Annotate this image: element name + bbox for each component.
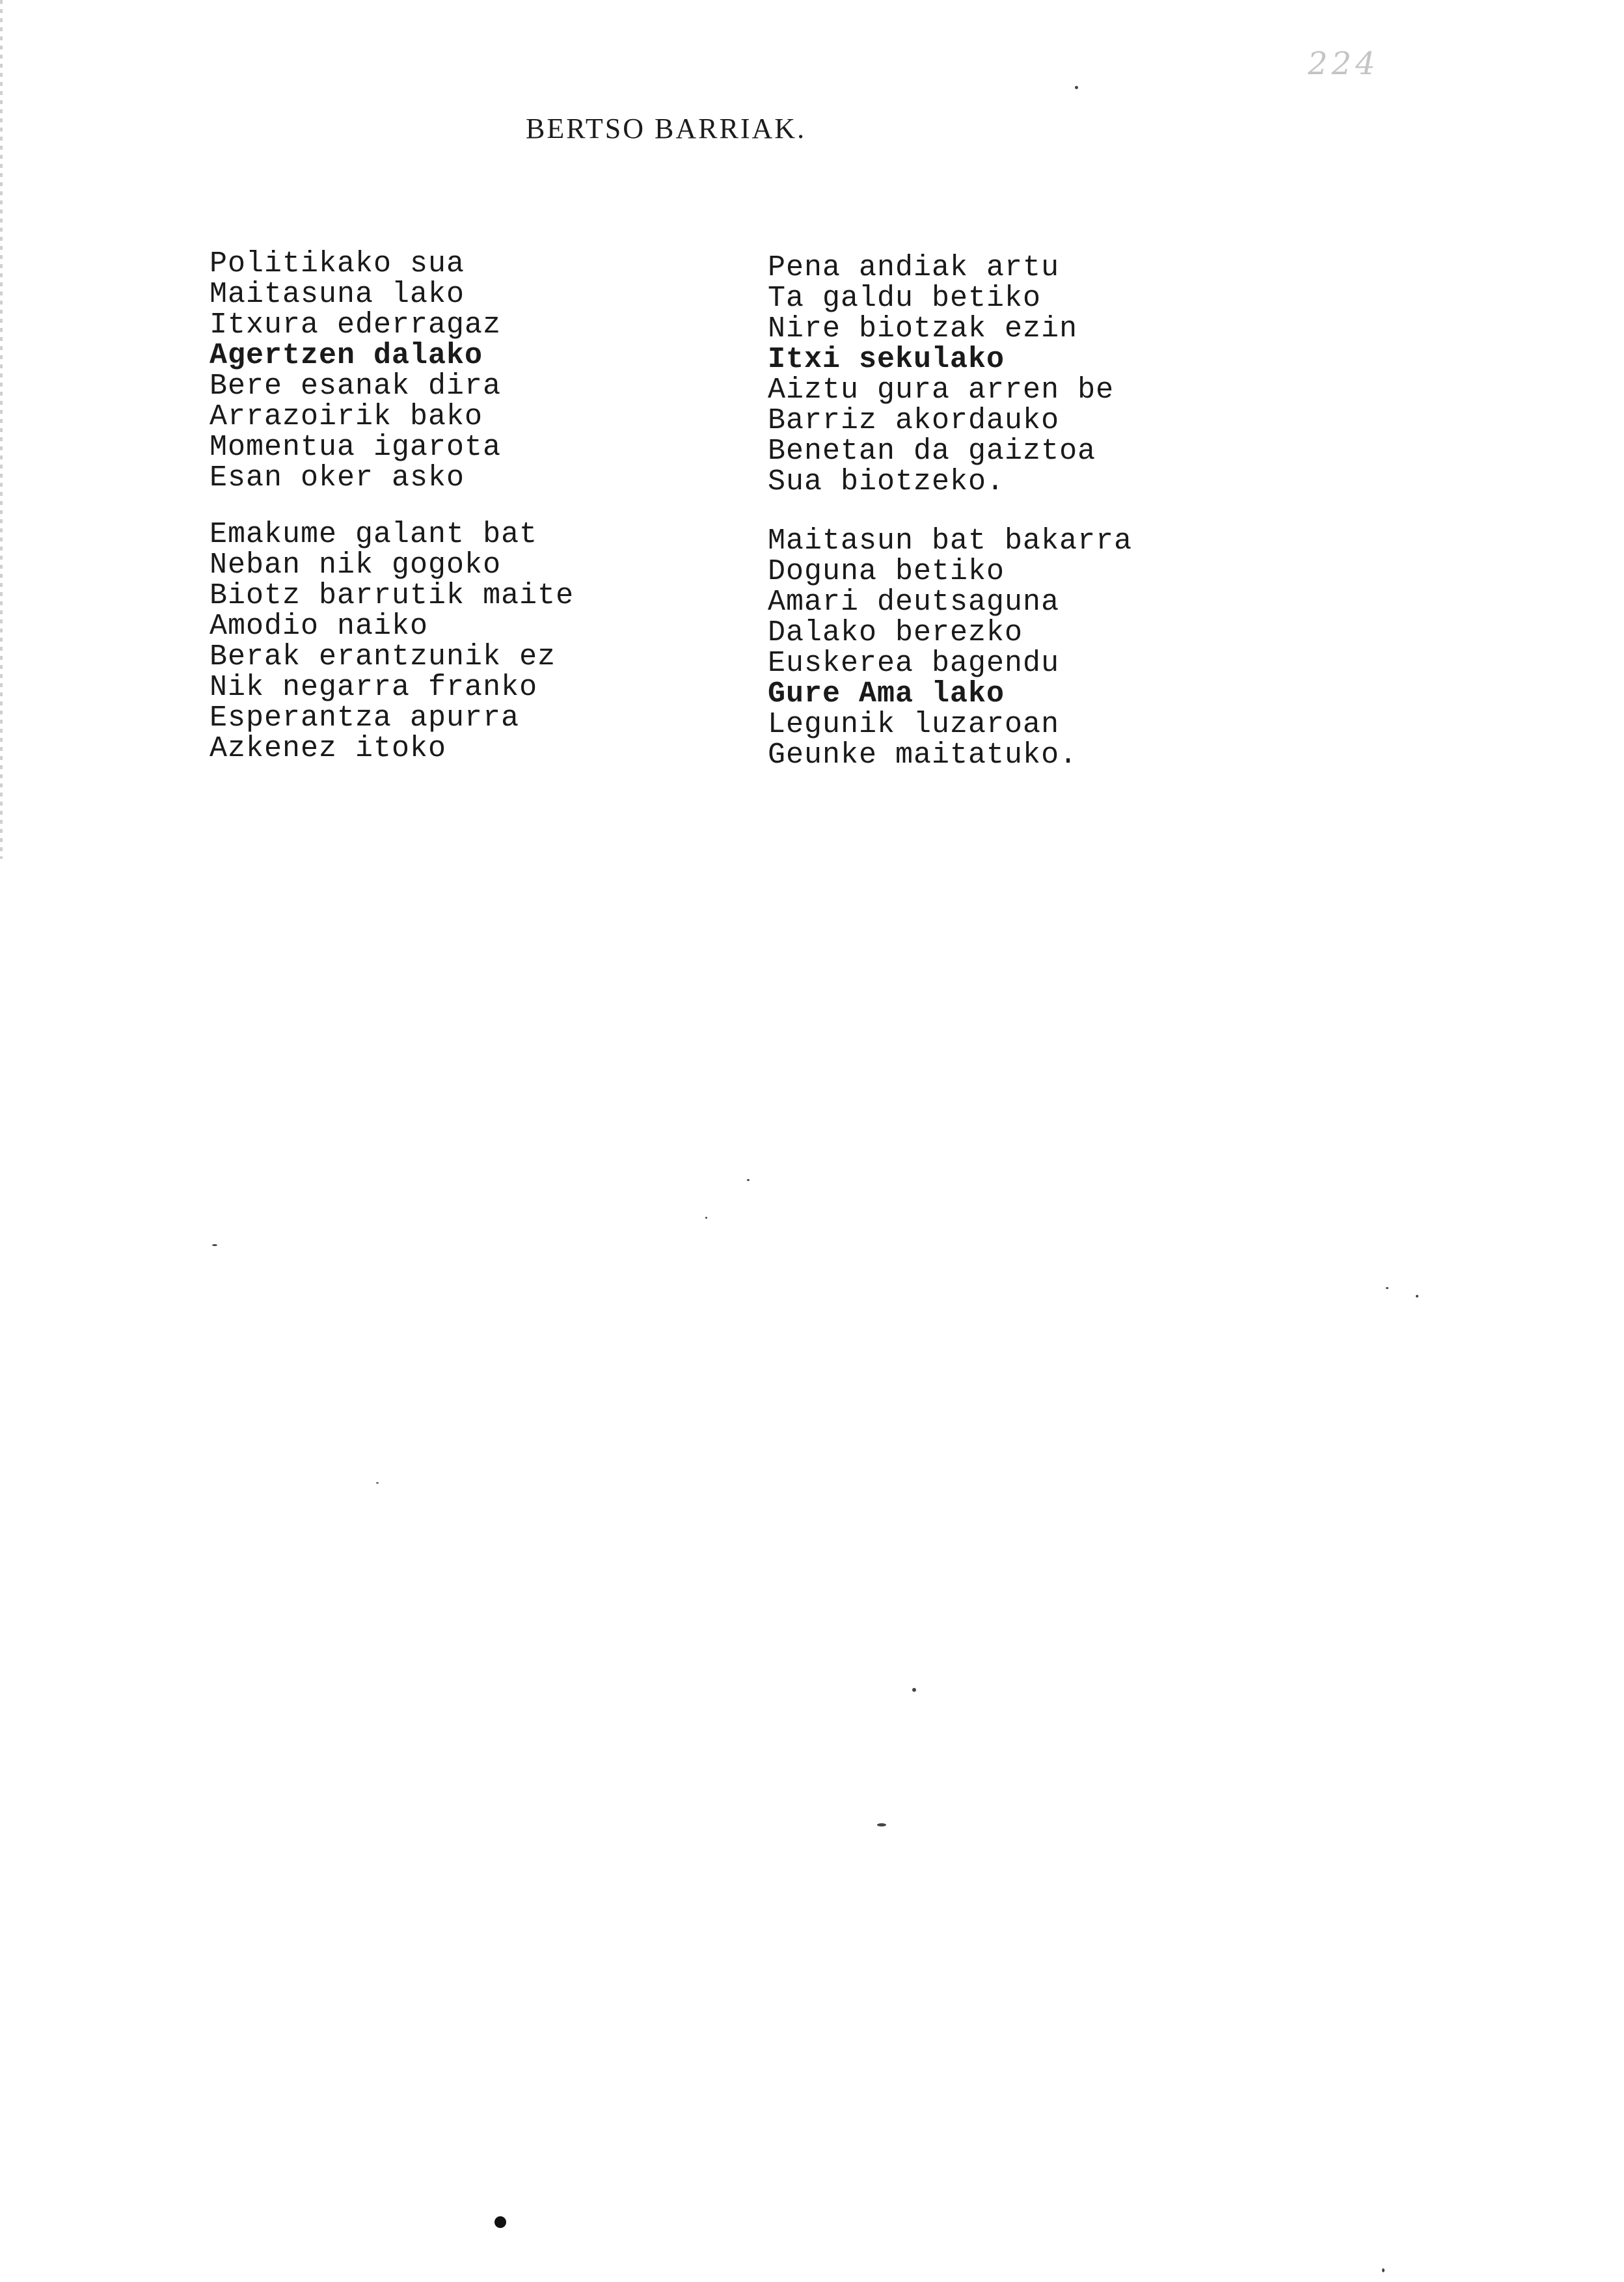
verse-line: Maitasuna lako [210, 278, 465, 311]
scan-speck [376, 1482, 379, 1484]
verse-line: Pena andiak artu [768, 251, 1060, 284]
verse-line: Euskerea bagendu [768, 647, 1060, 680]
verse-line: Amodio naiko [210, 610, 429, 643]
scan-speck [1416, 1295, 1418, 1297]
verse-line: Ta galdu betiko [768, 282, 1042, 315]
verse-line: Itxi sekulako [768, 343, 1005, 376]
scan-speck [494, 2216, 506, 2228]
right-column [768, 252, 1353, 796]
verse-line: Agertzen dalako [210, 339, 483, 372]
stanza [768, 252, 1353, 497]
verse-line: Geunke maitatuko. [768, 739, 1078, 772]
verse-line: Momentua igarota [210, 431, 502, 464]
verse-line: Emakume galant bat [210, 518, 538, 551]
poem-title: BERTSO BARRIAK. [526, 113, 807, 144]
verse-line: Dalako berezko [768, 616, 1023, 649]
verse-line: Esperantza apurra [210, 701, 520, 735]
stanza [768, 526, 1353, 770]
verse-line: Sua biotzeko. [768, 465, 1005, 498]
scan-speck [912, 1688, 916, 1692]
verse-line: Berak erantzunik ez [210, 640, 556, 673]
verse-line: Biotz barrutik maite [210, 579, 575, 612]
verse-line: Maitasun bat bakarra [768, 524, 1133, 558]
verse-line: Amari deutsaguna [768, 586, 1060, 619]
verse-line: Aiztu gura arren be [768, 374, 1115, 407]
verse-line: Nik negarra franko [210, 671, 538, 704]
verse-line: Politikako sua [210, 247, 465, 280]
left-column [210, 249, 795, 790]
scan-speck [1075, 86, 1078, 89]
stanza [210, 519, 795, 764]
verse-line: Benetan da gaiztoa [768, 435, 1096, 468]
verse-line: Neban nik gogoko [210, 549, 502, 582]
stanza [210, 249, 795, 493]
verse-line: Itxura ederragaz [210, 308, 502, 342]
scan-speck [747, 1179, 750, 1181]
verse-line: Esan oker asko [210, 461, 465, 495]
verse-line: Legunik luzaroan [768, 708, 1060, 741]
verse-line: Gure Ama lako [768, 677, 1005, 711]
scan-speck [1386, 1287, 1388, 1289]
verse-line: Arrazoirik bako [210, 400, 483, 433]
scan-speck [212, 1244, 217, 1246]
verse-line: Nire biotzak ezin [768, 312, 1078, 346]
page-number: 224 [1308, 46, 1379, 82]
verse-line: Barriz akordauko [768, 404, 1060, 437]
scan-speck [705, 1217, 707, 1219]
verse-line: Azkenez itoko [210, 732, 447, 765]
page-edge-shadow [0, 0, 3, 859]
scan-speck [1382, 2268, 1385, 2272]
scan-speck [877, 1823, 886, 1827]
verse-line: Doguna betiko [768, 555, 1005, 588]
verse-line: Bere esanak dira [210, 370, 502, 403]
